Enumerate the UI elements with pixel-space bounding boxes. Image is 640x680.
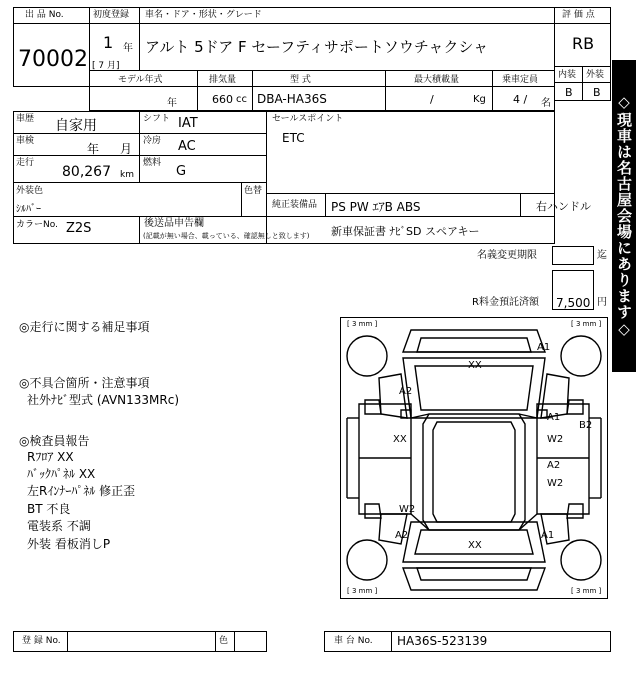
capacity: 4 /	[513, 93, 528, 106]
equipment-label: 純正装備品	[272, 200, 318, 210]
mileage-label: 走行	[16, 158, 35, 168]
rating-value: RB	[572, 34, 595, 53]
max-load-label: 最大積載量	[414, 75, 460, 85]
tire-tread-rear-left: [ 3 mm ]	[347, 587, 378, 595]
first-registration-year: 1	[103, 33, 114, 52]
color-label: 外装色	[16, 186, 44, 196]
first-registration-month: [ 7 月]	[92, 61, 120, 71]
damage-hood: XX	[468, 360, 482, 371]
year-unit: 年	[123, 43, 133, 54]
color-number-label: カラーNo.	[16, 220, 58, 230]
name-change-label: 名義変更期限	[477, 250, 537, 261]
capacity-unit: 名	[541, 98, 551, 109]
model-year-unit: 年	[167, 98, 177, 109]
inspection-month: 月	[120, 142, 133, 156]
tire-tread-front-left: [ 3 mm ]	[347, 320, 378, 328]
lot-number: 70002	[18, 47, 88, 72]
defects-title: ◎不具合箇所・注意事項	[19, 376, 150, 390]
tire-tread-front-right: [ 3 mm ]	[571, 320, 602, 328]
displacement-label: 排気量	[209, 75, 237, 85]
recolor-label: 色替	[244, 186, 263, 196]
inspector-item: Rﾌﾛｱ XX	[27, 450, 74, 464]
mileage-unit: km	[120, 170, 134, 180]
exterior-label: 外装	[586, 70, 605, 80]
history-label: 車歴	[16, 114, 35, 124]
mileage: 80,267	[62, 164, 111, 180]
chassis-number-label: 車 台 No.	[334, 636, 373, 646]
displacement: 660	[212, 93, 233, 106]
displacement-unit: cc	[236, 94, 247, 105]
equipment-2: 新車保証書 ﾅﾋﾞSD スペアキー	[331, 225, 480, 238]
rating-label: 評 価 点	[562, 10, 595, 20]
lot-number-label: 出 品 No.	[25, 10, 64, 20]
damage-trunk: XX	[468, 540, 482, 551]
shift: IAT	[178, 116, 198, 131]
ac-label: 冷房	[143, 136, 162, 146]
inspector-item: 電装系 不調	[27, 519, 91, 533]
inspector-item: ﾊﾞｯｸﾊﾟﾈﾙ XX	[27, 467, 96, 481]
damage-right-pillar: B2	[579, 420, 593, 431]
fuel-label: 燃料	[143, 158, 162, 168]
recycle-unit: 円	[597, 297, 607, 308]
inspector-item: 左Rｲﾝﾅｰﾊﾟﾈﾙ 修正歪	[27, 484, 136, 498]
first-registration-label: 初度登録	[93, 10, 130, 20]
registration-number-label: 登 録 No.	[22, 636, 61, 646]
driving-notes-title: ◎走行に関する補足事項	[19, 320, 150, 334]
recycle-label: R料金預託済額	[472, 297, 539, 308]
damage-left-rear-a: A2	[395, 530, 409, 541]
inspector-item: 外装 看板消しP	[27, 537, 111, 551]
location-banner-text: ◇現車は名古屋会場にあります◇	[615, 93, 633, 339]
max-load-unit: Kg	[473, 94, 486, 105]
equipment: PS PW ｴｱB ABS	[331, 200, 421, 214]
damage-rear-right: A1	[541, 530, 555, 541]
handle: 右ハンドル	[536, 200, 591, 213]
recycle-value: 7,500	[556, 296, 591, 310]
inspection-year: 年	[87, 142, 100, 156]
aftermarket-label: 後送品申告欄	[144, 218, 204, 229]
name-change-unit: 迄	[597, 250, 607, 261]
inspector-item: BT 不良	[27, 502, 71, 516]
color: ｼﾙﾊﾞｰ	[16, 204, 41, 215]
exterior-value: B	[593, 86, 601, 99]
inspector-title: ◎検査員報告	[19, 434, 90, 448]
footer-color-label: 色	[219, 636, 229, 646]
damage-front-bumper: A1	[537, 342, 551, 353]
model-year-label: モデル年式	[118, 75, 163, 85]
tire-tread-rear-right: [ 3 mm ]	[571, 587, 602, 595]
max-load-separator: /	[430, 93, 434, 106]
damage-right-rear-door-a: A2	[547, 460, 561, 471]
inspection-label: 車検	[16, 136, 35, 146]
location-banner	[612, 60, 636, 372]
ac: AC	[178, 139, 196, 154]
interior-label: 内装	[558, 70, 577, 80]
chassis-number: HA36S-523139	[397, 634, 488, 648]
capacity-label: 乗車定員	[502, 75, 539, 85]
color-number: Z2S	[66, 221, 92, 236]
name-change-box	[552, 246, 594, 265]
shift-label: シフト	[143, 114, 171, 124]
car-name: アルト 5ドア F セーフティサポートソウチャクシャ	[145, 38, 489, 56]
damage-right-rear-door-w: W2	[547, 478, 564, 489]
interior-value: B	[565, 86, 573, 99]
sales-point-label: セールスポイント	[272, 114, 344, 124]
model: DBA-HA36S	[257, 92, 327, 106]
damage-right-front-door-w: W2	[547, 434, 564, 445]
damage-right-front-door-a: A1	[547, 412, 561, 423]
defect-item: 社外ﾅﾋﾞ型式 (AVN133MRc)	[27, 393, 179, 407]
sales-point: ETC	[282, 131, 305, 145]
damage-left-rear-w: W2	[399, 504, 416, 515]
model-label: 型 式	[290, 75, 311, 85]
damage-roof: XX	[393, 434, 407, 445]
damage-left-front-fender: A2	[399, 386, 413, 397]
history: 自家用	[55, 118, 97, 134]
aftermarket-note: (記載が無い場合、載っている、確認無しと致します)	[143, 232, 310, 240]
damage-diagram	[340, 317, 608, 599]
fuel: G	[176, 164, 187, 179]
car-name-label: 車名・ドア・形状・グレード	[145, 10, 262, 20]
